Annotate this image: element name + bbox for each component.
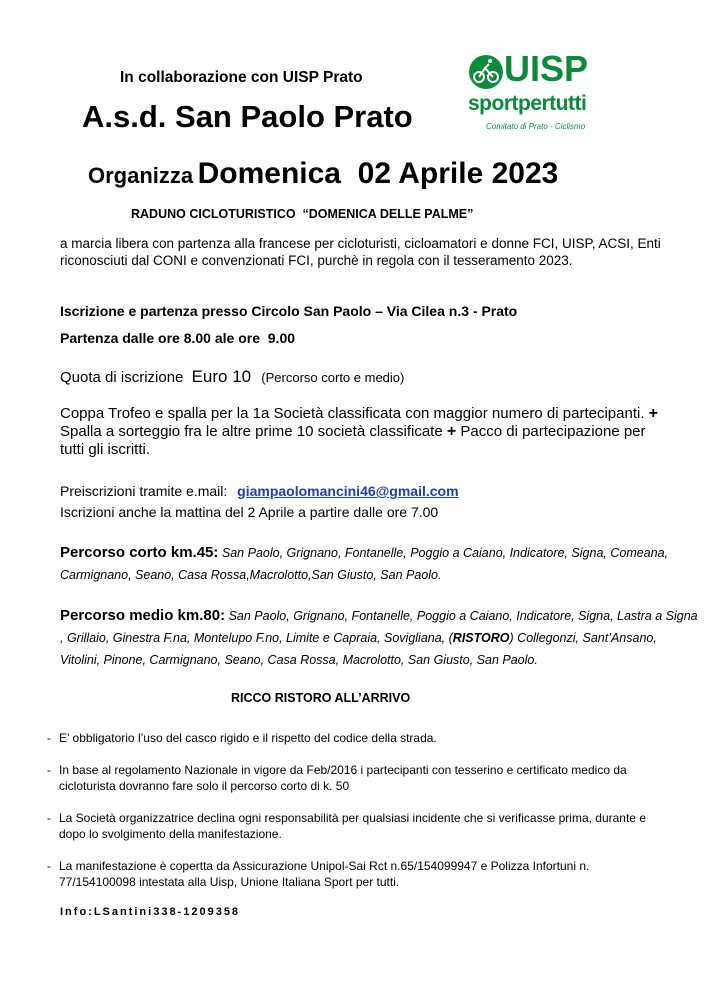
fee-note: (Percorso corto e medio)	[261, 370, 405, 385]
list-item: - E’ obbligatorio l’uso del casco rigido e il rispetto del codice della strada.	[47, 730, 667, 746]
list-item: - In base al regolamento Nazionale in vigore da Feb/2016 i partecipanti con tesserino e certificato medico da cicloturista dovranno fare solo il percorso corto di k. 50	[47, 762, 667, 794]
notes-list	[47, 730, 667, 906]
route-medium: Percorso medio km.80: San Paolo, Grignano, Fontanelle, Poggio a Caiano, Indicatore, Signa, Lastra a Signa , Grillaio, Ginestra F.na, Montelupo F.no, Limite e Capraia, Sovigliana, (RISTORO) Collegonzi, Sant’Ansano, Vitolini, Pinone, Carmignano, Seano, Casa Rossa, Macrolotto, San Giusto, San Paolo.	[60, 607, 698, 667]
note-text: E’ obbligatorio l’uso del casco rigido e il rispetto del codice della strada.	[59, 731, 437, 745]
event-date: Domenica 02 Aprile 2023	[197, 157, 559, 190]
route-medium-title: Percorso medio km.80	[60, 607, 221, 624]
email-link[interactable]: giampaolomancini46@gmail.com	[237, 483, 459, 499]
route-short-stops: San Paolo, Grignano, Fontanelle, Poggio a Caiano, Indicatore, Signa, Comeana, Carmignano, Seano, Casa Rossa,Macrolotto,San Giusto, San Paolo.	[60, 546, 669, 582]
arrival-refreshment: RICCO RISTORO ALL’ARRIVO	[231, 691, 411, 705]
note-text: La manifestazione è copertta da Assicurazione Unipol-Sai Rct n.65/154099947 e Polizza Infortuni n. 77/154100098 intestata alla Uisp, Unione Italiana Sport per tutti.	[59, 859, 590, 889]
fee-value: Euro 10	[191, 367, 252, 386]
route-medium-stops-b: ) Collegonzi, Sant’Ansano, Vitolini, Pinone, Carmignano, Seano, Casa Rossa, Macrolotto, San Giusto, San Paolo.	[60, 631, 657, 667]
start-time: Partenza dalle ore 8.00 ale ore 9.00	[60, 330, 296, 346]
event-description: a marcia libera con partenza alla francese per cicloturisti, cicloamatori e donne FCI, UISP, ACSI, Enti riconosciuti dal CONI e convenzionati FCI, purchè in regola con il tesseramento 2023.	[60, 236, 661, 268]
route-medium-stops-a: San Paolo, Grignano, Fontanelle, Poggio a Caiano, Indicatore, Signa, Lastra a Signa , Grillaio, Ginestra F.na, Montelupo F.no, Limite e Capraia, Sovigliana, (	[60, 609, 698, 645]
preregistration-line	[60, 483, 459, 499]
note-text: In base al regolamento Nazionale in vigore da Feb/2016 i partecipanti con tesserino e certificato medico da cicloturista dovranno fare solo il percorso corto di k. 50	[59, 763, 627, 793]
organizza-label: Organizza	[88, 163, 194, 188]
fee-label: Quota di iscrizione	[60, 369, 184, 386]
registration-location: Iscrizione e partenza presso Circolo San Paolo – Via Cilea n.3 - Prato	[60, 303, 518, 319]
uisp-logo	[466, 48, 606, 142]
route-short: Percorso corto km.45: San Paolo, Grignano, Fontanelle, Poggio a Caiano, Indicatore, Signa, Comeana, Carmignano, Seano, Casa Rossa,Macrolotto,San Giusto, San Paolo.	[60, 544, 669, 582]
info-contact: Info:LSantini338-1209358	[60, 906, 241, 918]
prizes-part3: Pacco di partecipazione per tutti gli iscritti.	[60, 423, 646, 458]
morning-registration: Iscrizioni anche la mattina del 2 Aprile a partire dalle ore 7.00	[60, 504, 439, 520]
cyclist-icon	[466, 52, 506, 92]
plus-sign: +	[648, 405, 659, 422]
registration-fee	[60, 367, 404, 387]
prizes-text	[60, 405, 660, 459]
ristoro-label: RISTORO	[452, 631, 510, 645]
prizes-part2: Spalla a sorteggio fra le altre prime 10 società classificate	[60, 423, 443, 440]
logo-comitato: Comitato di Prato - Ciclismo	[486, 122, 586, 131]
list-item: - La manifestazione è copertta da Assicurazione Unipol-Sai Rct n.65/154099947 e Polizza Infortuni n. 77/154100098 intestata alla Uisp, Unione Italiana Sport per tutti.	[47, 858, 667, 890]
logo-tagline: sportpertutti	[468, 92, 587, 115]
preregistration-label: Preiscrizioni tramite e.mail:	[60, 483, 228, 499]
logo-uisp-text: UISP	[504, 48, 589, 89]
event-title: RADUNO CICLOTURISTICO “DOMENICA DELLE PALME”	[131, 207, 474, 221]
prizes-part1: Coppa Trofeo e spalla per la 1a Società classificata con maggior numero di partecipanti.	[60, 405, 645, 422]
event-date-line	[88, 157, 558, 191]
note-text: La Società organizzatrice declina ogni responsabilità per qualsiasi incidente che si verificasse prima, durante e dopo lo svolgimento della manifestazione.	[59, 811, 646, 841]
plus-sign: +	[446, 423, 457, 440]
collaboration-line: In collaborazione con UISP Prato	[120, 69, 363, 86]
route-short-title: Percorso corto km.45	[60, 544, 214, 561]
list-item: - La Società organizzatrice declina ogni responsabilità per qualsiasi incidente che si verificasse prima, durante e dopo lo svolgimento della manifestazione.	[47, 810, 667, 842]
organizer-name: A.s.d. San Paolo Prato	[82, 99, 413, 134]
